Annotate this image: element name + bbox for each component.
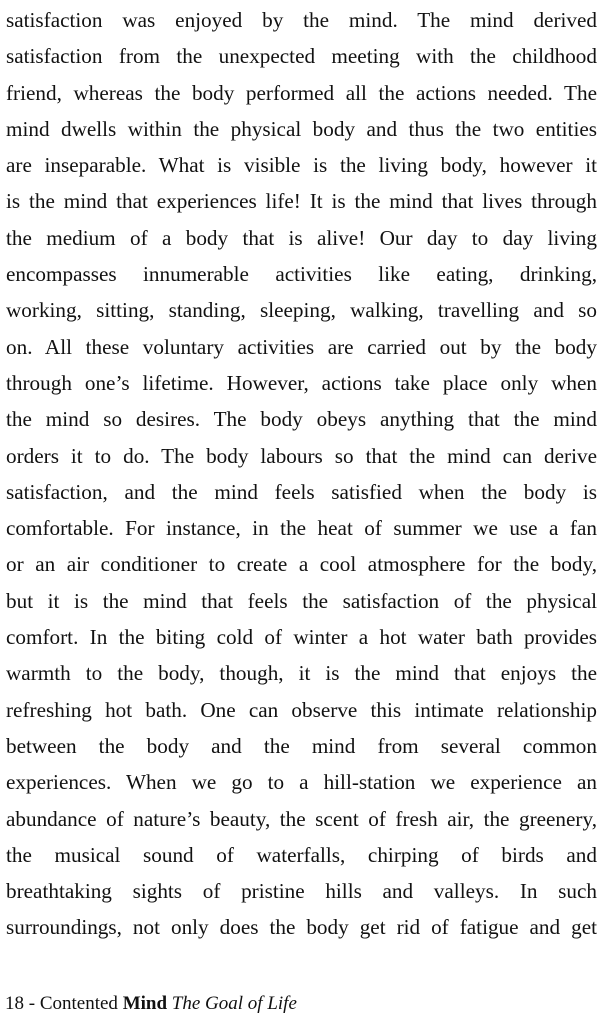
text-line-8: encompasses innumerable activities like eating, drinking, (6, 262, 597, 287)
text-line-7: the medium of a body that is alive! Our day to day living (6, 225, 597, 250)
text-line-6: is the mind that experiences life! It is the mind that lives through (6, 189, 597, 214)
text-line-23: abundance of nature’s beauty, the scent of fresh air, the greenery, (6, 806, 597, 831)
text-line-11: through one’s lifetime. However, actions take place only when (6, 370, 597, 395)
book-subtitle: The Goal of Life (171, 993, 297, 1014)
book-title-part-1: Contented (39, 993, 118, 1014)
text-line-26: surroundings, not only does the body get rid of fatigue and get (6, 915, 597, 940)
body-text (6, 2, 597, 946)
page-footer (5, 993, 297, 1015)
text-line-15: comfortable. For instance, in the heat of summer we use a fan (6, 516, 597, 541)
text-line-5: are inseparable. What is visible is the living body, however it (6, 153, 597, 178)
text-line-12: the mind so desires. The body obeys anything that the mind (6, 407, 597, 432)
text-line-19: warmth to the body, though, it is the mind that enjoys the (6, 661, 597, 686)
footer-separator: - (28, 993, 36, 1014)
text-line-10: on. All these voluntary activities are carried out by the body (6, 334, 597, 359)
text-line-3: friend, whereas the body performed all the actions needed. The (6, 80, 597, 105)
text-line-4: mind dwells within the physical body and thus the two entities (6, 116, 597, 141)
text-line-17: but it is the mind that feels the satisfaction of the physical (6, 588, 597, 613)
text-line-25: breathtaking sights of pristine hills and valleys. In such (6, 879, 597, 904)
text-line-13: orders it to do. The body labours so that the mind can derive (6, 443, 597, 468)
book-title-part-2: Mind (122, 993, 168, 1014)
text-line-20: refreshing hot bath. One can observe this intimate relationship (6, 697, 597, 722)
text-line-9: working, sitting, standing, sleeping, walking, travelling and so (6, 298, 597, 323)
text-line-18: comfort. In the biting cold of winter a hot water bath provides (6, 625, 597, 650)
page-number: 18 (5, 993, 24, 1014)
text-line-24: the musical sound of waterfalls, chirping of birds and (6, 842, 597, 867)
text-line-1: satisfaction was enjoyed by the mind. The mind derived (6, 8, 597, 32)
text-line-2: satisfaction from the unexpected meeting with the childhood (6, 44, 597, 69)
text-line-22: experiences. When we go to a hill-station we experience an (6, 770, 597, 795)
text-line-16: or an air conditioner to create a cool atmosphere for the body, (6, 552, 597, 577)
text-line-14: satisfaction, and the mind feels satisfied when the body is (6, 479, 597, 504)
text-line-21: between the body and the mind from several common (6, 733, 597, 758)
